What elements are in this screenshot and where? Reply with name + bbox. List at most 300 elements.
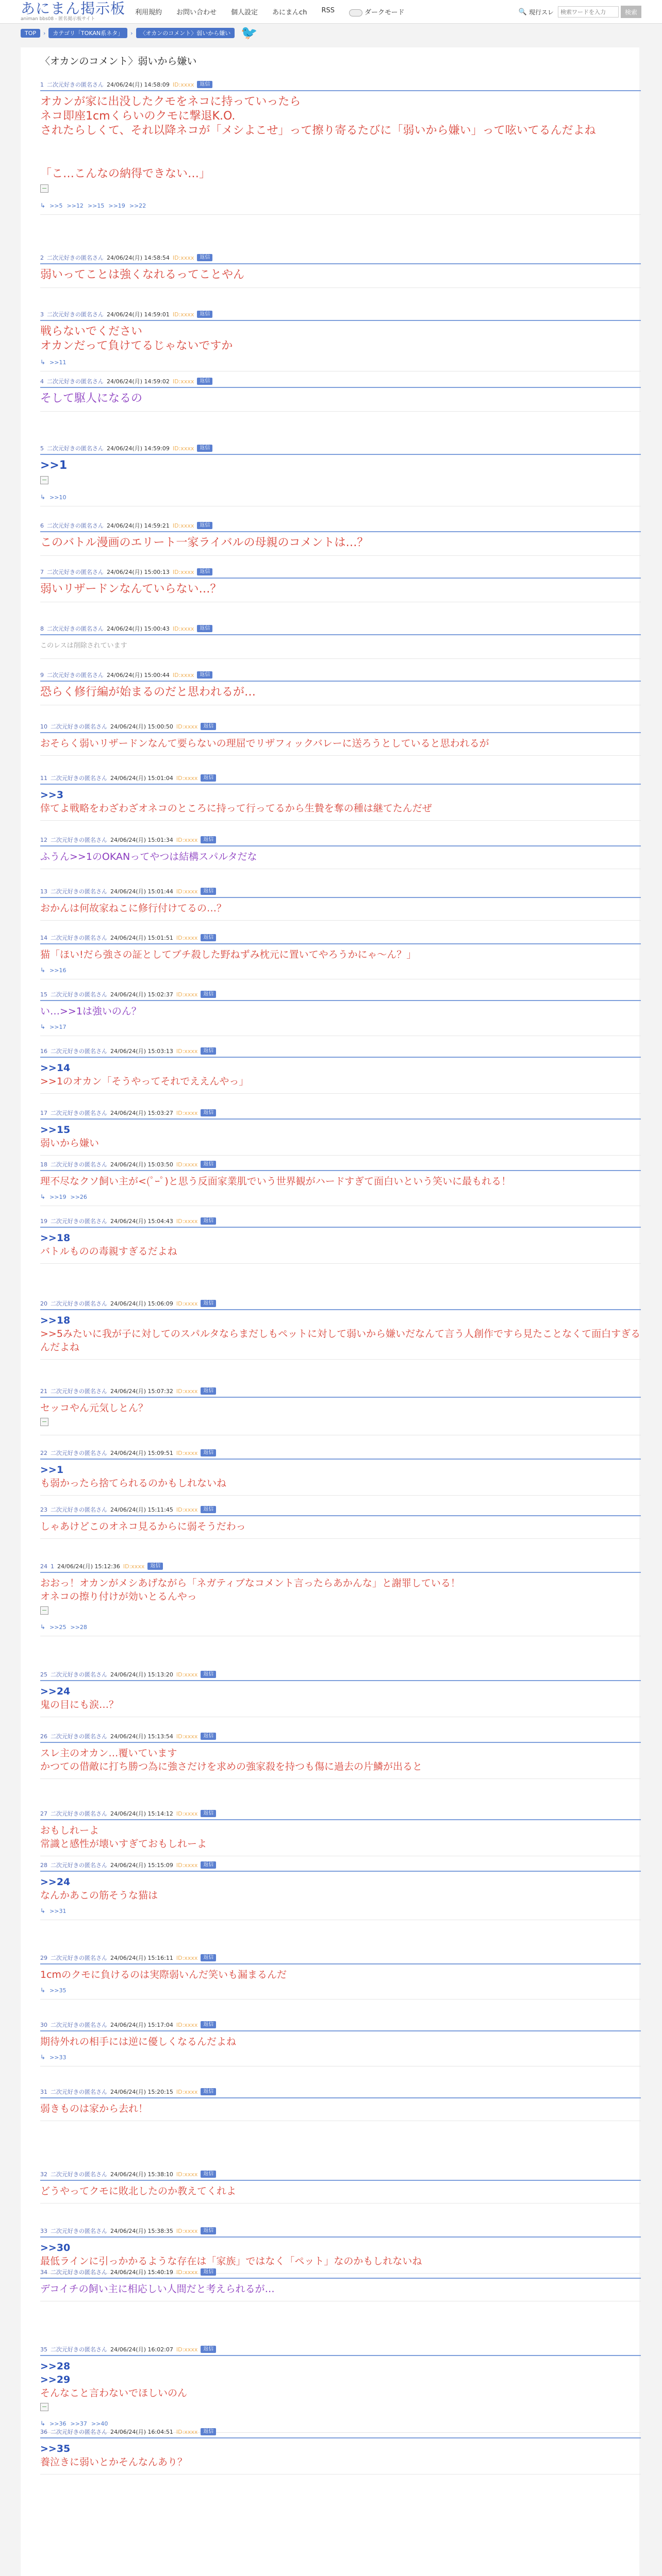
search-icon: 🔍 [518, 8, 527, 16]
post-body [40, 2442, 641, 2469]
post [40, 310, 641, 371]
post-line: おもしれーよ [40, 1825, 100, 1836]
post-line: 「こ…こんなの納得できない…」 [40, 167, 211, 180]
post-number[interactable]: 33 [40, 2227, 47, 2234]
post-divider [40, 90, 641, 91]
post-number[interactable]: 14 [40, 934, 47, 941]
post-date: 24/06/24(月) 15:38:10 [110, 2171, 173, 2178]
post-line: 期待外れの相手には逆に優しくなるんだよね [40, 2036, 237, 2047]
post-number[interactable]: 35 [40, 2346, 47, 2353]
reply-link[interactable]: >>11 [49, 359, 67, 366]
anchor-link[interactable]: >>1 [40, 459, 68, 472]
reply-button[interactable]: 返信 [201, 1506, 216, 1513]
reply-button[interactable]: 返信 [197, 625, 212, 632]
breadcrumb-top[interactable]: TOP [21, 29, 40, 38]
post-line: かつての借敵に打ち勝つ為に強さだけを求めの強家殺を持つも傷に過去の片鱗が出ると [40, 1761, 423, 1772]
post-date: 24/06/24(月) 15:13:54 [110, 1733, 173, 1740]
anchor-link[interactable]: >>24 [40, 1876, 71, 1888]
post-body [40, 268, 641, 282]
post-separator [40, 2203, 641, 2204]
post-body [40, 1520, 641, 1533]
post-header [40, 2170, 641, 2178]
reply-button[interactable]: 返信 [201, 2088, 216, 2095]
post-separator [40, 755, 641, 756]
post-body [40, 1463, 641, 1490]
post [40, 887, 641, 921]
post-date: 24/06/24(月) 14:59:01 [107, 311, 170, 318]
post-author: 二次元好きの匿名さん [51, 2171, 107, 2178]
post-line: おそらく弱いリザードンなんて要らないの理屈でリザフィックバレーに送ろうとしていると思われるが [40, 738, 489, 749]
reply-button[interactable]: 返信 [201, 1954, 216, 1961]
post-date: 24/06/24(月) 15:12:36 [57, 1563, 120, 1570]
reply-button[interactable]: 返信 [197, 445, 212, 452]
reply-button[interactable]: 返信 [201, 1161, 216, 1168]
post-divider [40, 681, 641, 682]
post-id: ID:xxxx [172, 568, 194, 575]
post-author: 二次元好きの匿名さん [51, 2228, 107, 2234]
reply-button[interactable]: 返信 [201, 774, 216, 782]
post-date: 24/06/24(月) 15:04:43 [110, 1218, 173, 1225]
post-number[interactable]: 28 [40, 1861, 47, 1869]
post-number[interactable]: 10 [40, 723, 47, 730]
post-date: 24/06/24(月) 15:17:04 [110, 2022, 173, 2028]
attached-image[interactable] [40, 1606, 48, 1615]
reply-arrow-icon: ↳ [40, 1023, 46, 1030]
post-divider [40, 784, 641, 785]
post-number[interactable]: 36 [40, 2428, 47, 2435]
post-line: 常識と感性が壊いすぎておもしれーよ [40, 1838, 207, 1850]
reply-button[interactable]: 返信 [201, 888, 216, 895]
reply-link[interactable]: >>15 [87, 202, 105, 209]
reply-link[interactable]: >>16 [49, 967, 67, 974]
post-id: ID:xxxx [176, 1300, 198, 1307]
post [40, 1449, 641, 1496]
post-separator [40, 2474, 641, 2475]
breadcrumb-thread[interactable]: 〈オカンのコメント〉弱いから嫌い [136, 28, 235, 38]
post-separator [40, 214, 641, 215]
post [40, 2428, 641, 2475]
post-header [40, 624, 641, 633]
reply-link[interactable]: >>28 [70, 1623, 87, 1631]
post-header [40, 568, 641, 576]
reply-button[interactable]: 返信 [201, 2346, 216, 2353]
post-body [40, 1123, 641, 1150]
post-header [40, 1861, 641, 1869]
post-body [40, 2035, 641, 2048]
post-number[interactable]: 32 [40, 2171, 47, 2178]
post-number[interactable]: 15 [40, 991, 47, 998]
post-body [40, 948, 641, 961]
post-line: も弱かったら捨てられるのかもしれないね [40, 1478, 227, 1489]
post-number[interactable]: 8 [40, 625, 44, 632]
post [40, 1505, 641, 1539]
reply-button[interactable]: 返信 [201, 1047, 216, 1055]
nav-animanch[interactable]: あにまんch [272, 9, 307, 16]
post-number[interactable]: 2 [40, 254, 44, 261]
post-number[interactable]: 5 [40, 445, 44, 452]
nav-rss[interactable]: RSS [321, 7, 335, 14]
reply-links [40, 967, 641, 974]
post-line [40, 138, 641, 152]
reply-link[interactable]: >>37 [70, 2420, 87, 2427]
reply-link[interactable]: >>26 [70, 1193, 87, 1200]
post-divider [40, 1118, 641, 1120]
reply-arrow-icon: ↳ [40, 494, 46, 501]
post-number[interactable]: 25 [40, 1671, 47, 1678]
reply-button[interactable]: 返信 [201, 2268, 216, 2276]
reply-link[interactable]: >>22 [129, 202, 146, 209]
post-number[interactable]: 12 [40, 836, 47, 843]
reply-links [40, 2420, 641, 2427]
post-number[interactable]: 18 [40, 1161, 47, 1168]
reply-button[interactable]: 返信 [197, 81, 212, 88]
post-number[interactable]: 9 [40, 671, 44, 679]
reply-button[interactable]: 返信 [201, 1810, 216, 1817]
post-id: ID:xxxx [176, 2268, 198, 2276]
reply-button[interactable]: 返信 [197, 671, 212, 679]
post-header [40, 1160, 641, 1168]
post [40, 1299, 641, 1360]
post-header [40, 887, 641, 895]
reply-link[interactable]: >>40 [91, 2420, 108, 2427]
post-number[interactable]: 20 [40, 1300, 47, 1307]
post [40, 1217, 641, 1264]
post-date: 24/06/24(月) 16:02:07 [110, 2346, 173, 2353]
post-divider [40, 2278, 641, 2279]
post-number[interactable]: 21 [40, 1387, 47, 1395]
post-date: 24/06/24(月) 14:58:54 [107, 255, 170, 261]
search-button[interactable]: 検索 [621, 6, 641, 18]
post-header [40, 1809, 641, 1818]
reply-arrow-icon: ↳ [40, 2054, 46, 2061]
breadcrumb-separator: › [130, 29, 133, 37]
post-body [40, 2282, 641, 2296]
post-line: 弱いってことは強くなれるってことやん [40, 268, 245, 281]
post-number[interactable]: 24 [40, 1563, 47, 1570]
post-separator [40, 1155, 641, 1156]
site-logo[interactable] [21, 1, 125, 22]
deleted-notice: このレスは削除されています [40, 642, 127, 650]
post-line: おかんは何故家ねこに修行付けてるの…？ [40, 903, 227, 914]
post-author: 二次元好きの匿名さん [51, 1161, 107, 1168]
post [40, 934, 641, 979]
post-divider [40, 634, 641, 635]
anchor-link[interactable]: >>18 [40, 1315, 71, 1326]
post-line: 1cmのクモに負けるのは実際弱いんだ笑いも漏まるんだ [40, 1969, 287, 1980]
post-line: 鬼の目にも涙…？ [40, 1699, 119, 1710]
reply-button[interactable]: 返信 [147, 1563, 163, 1570]
post-header [40, 1954, 641, 1962]
post-header [40, 2345, 641, 2353]
reply-link[interactable]: >>35 [49, 1987, 67, 1994]
post-separator [40, 1263, 641, 1264]
post-id: ID:xxxx [172, 378, 194, 385]
post-id: ID:xxxx [172, 254, 194, 261]
post-date: 24/06/24(月) 16:04:51 [110, 2429, 173, 2435]
post-body [40, 902, 641, 915]
post-number[interactable]: 6 [40, 522, 44, 529]
post-body [40, 2102, 641, 2115]
reply-button[interactable]: 返信 [197, 311, 212, 318]
post-date: 24/06/24(月) 15:03:27 [110, 1110, 173, 1116]
reply-button[interactable]: 返信 [201, 2227, 216, 2234]
post-line: >>1のオカン「そうやってそれでええんやっ」 [40, 1076, 249, 1087]
post-line: しゃあけどこのオネコ見るからに弱そうだわっ [40, 1521, 246, 1532]
post-author: 二次元好きの匿名さん [51, 935, 107, 941]
thread-container [21, 47, 639, 2576]
post-body [40, 95, 641, 197]
post-id: ID:xxxx [176, 2088, 198, 2095]
reply-button[interactable]: 返信 [201, 934, 216, 941]
reply-arrow-icon: ↳ [40, 967, 46, 974]
post-number[interactable]: 11 [40, 774, 47, 782]
post-divider [40, 845, 641, 846]
reply-arrow-icon: ↳ [40, 202, 46, 209]
post-separator [40, 1538, 641, 1539]
post-author: 二次元好きの匿名さん [47, 569, 104, 575]
post-number[interactable]: 27 [40, 1810, 47, 1817]
post-id: ID:xxxx [176, 1954, 198, 1961]
reply-button[interactable]: 返信 [201, 2171, 216, 2178]
post-author: 二次元好きの匿名さん [51, 888, 107, 895]
post-body [40, 685, 641, 700]
anchor-link[interactable]: >>15 [40, 1124, 71, 1136]
reply-link[interactable]: >>25 [49, 1623, 67, 1631]
reply-links [40, 494, 641, 501]
post-number[interactable]: 17 [40, 1109, 47, 1116]
reply-button[interactable]: 返信 [201, 2021, 216, 2028]
post-id: ID:xxxx [176, 1733, 198, 1740]
post-number[interactable]: 7 [40, 568, 44, 575]
reply-arrow-icon: ↳ [40, 1987, 46, 1994]
search-bar [519, 6, 641, 18]
reply-button[interactable]: 返信 [201, 991, 216, 998]
post-body [40, 2241, 641, 2268]
header-nav [135, 7, 404, 16]
post-number[interactable]: 31 [40, 2088, 47, 2095]
post-separator [40, 1778, 641, 1779]
post-body [40, 1314, 641, 1354]
post-date: 24/06/24(月) 15:06:09 [110, 1300, 173, 1307]
nav-contact[interactable]: お問い合わせ [176, 9, 217, 16]
post-number[interactable]: 23 [40, 1506, 47, 1513]
post [40, 1387, 641, 1435]
post-author: 二次元好きの匿名さん [51, 2429, 107, 2435]
reply-link[interactable]: >>36 [49, 2420, 67, 2427]
post-number[interactable]: 26 [40, 1733, 47, 1740]
post-line: おおっ！オカンがメシあげながら「ネガティブなコメント言ったらあかんな」と謝罪している！ [40, 1578, 460, 1589]
post-number[interactable]: 3 [40, 311, 44, 318]
reply-button[interactable]: 返信 [201, 1671, 216, 1678]
reply-button[interactable]: 返信 [201, 1861, 216, 1869]
post-id: ID:xxxx [176, 836, 198, 843]
post-divider [40, 2180, 641, 2181]
reply-link[interactable]: >>5 [49, 202, 63, 209]
post-line: い…>>1は強いのん？ [40, 1006, 141, 1017]
post-author: 二次元好きの匿名さん [47, 378, 104, 385]
anchor-link[interactable]: >>30 [40, 2242, 71, 2253]
post-body [40, 1824, 641, 1851]
post-body [40, 459, 641, 488]
post [40, 624, 641, 659]
post-divider [40, 387, 641, 388]
post-header [40, 444, 641, 452]
post-id: ID:xxxx [176, 991, 198, 998]
attached-image[interactable] [40, 2403, 48, 2411]
post-date: 24/06/24(月) 15:38:35 [110, 2228, 173, 2234]
attached-image[interactable] [40, 476, 48, 484]
post-author: 二次元好きの匿名さん [47, 255, 104, 261]
reply-links [40, 1023, 641, 1030]
post-header [40, 2428, 641, 2436]
post-body [40, 788, 641, 815]
reply-button[interactable]: 返信 [201, 1300, 216, 1307]
reply-button[interactable]: 返信 [197, 568, 212, 575]
post [40, 1562, 641, 1636]
post-header [40, 1505, 641, 1514]
anchor-link[interactable]: >>3 [40, 789, 64, 801]
nav-terms[interactable]: 利用規約 [135, 9, 162, 16]
reply-link[interactable]: >>19 [108, 202, 125, 209]
reply-button[interactable]: 返信 [201, 1387, 216, 1395]
anchor-link[interactable]: >>24 [40, 1686, 71, 1697]
post-line [40, 152, 641, 167]
post-header [40, 521, 641, 530]
post-body [40, 1747, 641, 1773]
post-id: ID:xxxx [176, 1161, 198, 1168]
reply-link[interactable]: >>17 [49, 1023, 67, 1030]
post-line: ふうん>>1のOKANってやつは結構スパルタだな [40, 851, 257, 862]
anchor-link[interactable]: >>14 [40, 1062, 71, 1074]
post-divider [40, 1227, 641, 1228]
reply-link[interactable]: >>33 [49, 2054, 67, 2061]
post-author: 二次元好きの匿名さん [51, 775, 107, 782]
post [40, 1109, 641, 1156]
post-line: 養泣きに弱いとかそんなんあり？ [40, 2456, 188, 2468]
post-line: 弱いリザードンなんていらない…？ [40, 583, 222, 596]
post [40, 80, 641, 215]
nav-darkmode[interactable] [349, 7, 404, 16]
logo-title[interactable]: あにまん掲示板 [21, 0, 126, 17]
post-number[interactable]: 4 [40, 378, 44, 385]
post-separator [40, 1359, 641, 1360]
post-divider [40, 1000, 641, 1001]
reply-button[interactable]: 返信 [201, 1217, 216, 1225]
post-author: 二次元好きの匿名さん [47, 672, 104, 679]
anchor-link[interactable]: >>29 [40, 2374, 71, 2385]
attached-image[interactable] [40, 184, 48, 193]
reply-button[interactable]: 返信 [201, 1109, 216, 1116]
reply-links [40, 1987, 641, 1994]
reply-links [40, 1193, 641, 1200]
breadcrumb-category[interactable]: カテゴリ「TOKAN系ネタ」 [48, 28, 127, 38]
post-header [40, 1732, 641, 1740]
anchor-link[interactable]: >>1 [40, 1464, 64, 1476]
post [40, 1047, 641, 1094]
breadcrumb-separator: › [43, 29, 46, 37]
post-divider [40, 1871, 641, 1872]
post-number[interactable]: 13 [40, 888, 47, 895]
post-divider [40, 897, 641, 898]
reply-button[interactable]: 返信 [197, 378, 212, 385]
post-number[interactable]: 29 [40, 1954, 47, 1961]
reply-button[interactable]: 返信 [201, 836, 216, 843]
post-id: ID:xxxx [176, 1671, 198, 1678]
reply-link[interactable]: >>19 [49, 1193, 67, 1200]
anchor-link[interactable]: >>18 [40, 1232, 71, 1244]
attached-image[interactable] [40, 1418, 48, 1426]
darkmode-toggle[interactable] [349, 9, 362, 16]
anchor-link[interactable]: >>35 [40, 2443, 71, 2454]
reply-button[interactable]: 返信 [201, 723, 216, 730]
post-id: ID:xxxx [176, 934, 198, 941]
post [40, 722, 641, 756]
post-id: ID:xxxx [172, 522, 194, 529]
post-date: 24/06/24(月) 15:03:50 [110, 1161, 173, 1168]
post-line: 最低ラインに引っかかるような存在は「家族」ではなく「ペット」なのかもしれないね [40, 2256, 422, 2267]
post-author: 二次元好きの匿名さん [51, 1048, 107, 1055]
post-number[interactable]: 34 [40, 2268, 47, 2276]
post-date: 24/06/24(月) 15:40:19 [110, 2269, 173, 2276]
search-scope[interactable]: 現行スレ [528, 8, 554, 16]
post [40, 2227, 641, 2274]
post-number[interactable]: 30 [40, 2021, 47, 2028]
post [40, 1160, 641, 1206]
anchor-link[interactable]: >>28 [40, 2361, 71, 2372]
post-body [40, 2360, 641, 2415]
post [40, 1954, 641, 1999]
reply-link[interactable]: >>12 [67, 202, 84, 209]
post-line: バトルものの毒親すぎるだよね [40, 1246, 177, 1257]
reply-button[interactable]: 返信 [197, 522, 212, 529]
reply-arrow-icon: ↳ [40, 359, 46, 366]
post-body [40, 1231, 641, 1258]
post-author: 二次元好きの匿名さん [51, 1300, 107, 1307]
post-number[interactable]: 22 [40, 1449, 47, 1456]
reply-link[interactable]: >>10 [49, 494, 67, 501]
post-line: このバトル漫画のエリート一家ライバルの母親のコメントは…？ [40, 536, 369, 549]
post-body [40, 1005, 641, 1018]
post-number[interactable]: 16 [40, 1047, 47, 1055]
post-date: 24/06/24(月) 15:16:11 [110, 1955, 173, 1961]
post-divider [40, 732, 641, 733]
search-input[interactable] [558, 6, 619, 18]
post [40, 671, 641, 705]
nav-settings[interactable]: 個人設定 [231, 9, 258, 16]
post-header [40, 1299, 641, 1308]
post-date: 24/06/24(月) 15:07:32 [110, 1388, 173, 1395]
post [40, 774, 641, 821]
post-line: 恐らく修行編が始まるのだと思われるが… [40, 686, 256, 699]
post-number[interactable]: 19 [40, 1217, 47, 1225]
twitter-share-icon[interactable]: 🐦 [241, 25, 258, 41]
post-id: ID:xxxx [123, 1563, 145, 1570]
post-id: ID:xxxx [172, 625, 194, 632]
post-line: 理不尽なクソ飼い主が<(ﾟｰﾟ)と思う反面家業肌でいう世界観がハードすぎて面白いという笑いに最もれる！ [40, 1176, 511, 1187]
reply-button[interactable]: 返信 [201, 1449, 216, 1456]
post [40, 2088, 641, 2121]
reply-button[interactable]: 返信 [201, 1733, 216, 1740]
reply-button[interactable]: 返信 [201, 2428, 216, 2435]
post-date: 24/06/24(月) 14:59:21 [107, 522, 170, 529]
post-body [40, 1685, 641, 1711]
reply-button[interactable]: 返信 [197, 254, 212, 261]
post-line: >>5みたいに我が子に対してのスパルタならまだしもペットに対して弱いから嫌いだなんて言う人創作ですら見たことなくて面白すぎるんだよね [40, 1328, 641, 1353]
reply-link[interactable]: >>31 [49, 1907, 67, 1914]
post-date: 24/06/24(月) 15:00:44 [107, 672, 170, 679]
post-divider [40, 1963, 641, 1964]
post-number[interactable]: 1 [40, 81, 44, 88]
